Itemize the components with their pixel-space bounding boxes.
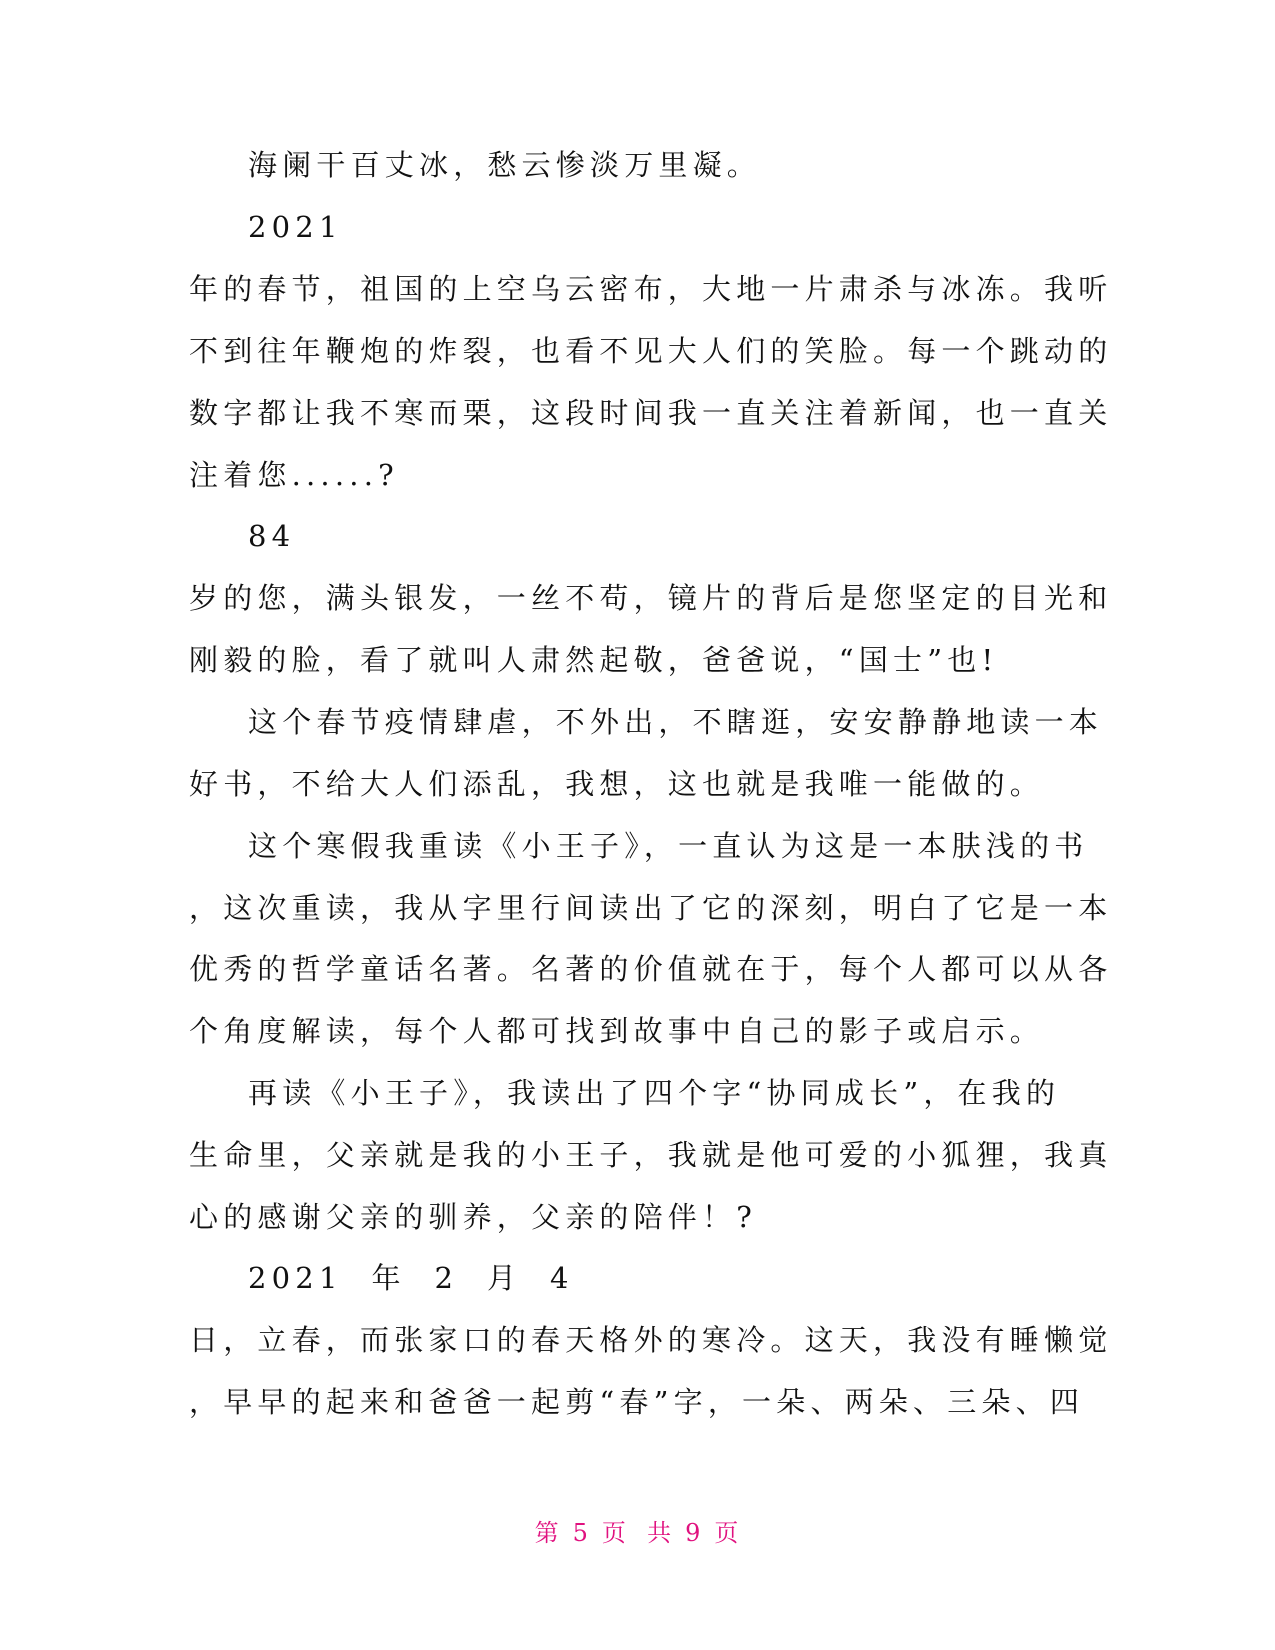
footer-page-number: 5 — [572, 1519, 590, 1547]
text-line: 84 — [248, 519, 296, 553]
page-footer — [0, 1518, 1275, 1548]
text-line: 这个春节疫情肆虐，不外出，不瞎逛，安安静静地读一本 — [248, 705, 1104, 739]
text-line: 日，立春，而张家口的春天格外的寒冷。这天，我没有睡懒觉 — [189, 1323, 1113, 1357]
text-line: 岁的您，满头银发，一丝不苟，镜片的背后是您坚定的目光和 — [189, 581, 1113, 615]
footer-middle: 页 共 — [601, 1519, 674, 1547]
text-line: ，早早的起来和爸爸一起剪“春”字，一朵、两朵、三朵、四 — [189, 1385, 1085, 1419]
text-line: 注着您......? — [189, 458, 399, 492]
text-line: 海阑干百丈冰，愁云惨淡万里凝。 — [248, 148, 762, 182]
footer-total-pages: 9 — [685, 1519, 703, 1547]
text-line: 生命里，父亲就是我的小王子，我就是他可爱的小狐狸，我真 — [189, 1138, 1113, 1172]
text-line: 心的感谢父亲的驯养，父亲的陪伴！? — [189, 1200, 757, 1234]
text-line: 2021 — [248, 210, 343, 244]
text-line: 年的春节，祖国的上空乌云密布，大地一片肃杀与冰冻。我听 — [189, 272, 1113, 306]
text-line: 刚毅的脸，看了就叫人肃然起敬，爸爸说，“国士”也! — [189, 643, 999, 677]
text-line: 数字都让我不寒而栗，这段时间我一直关注着新闻，也一直关 — [189, 396, 1113, 430]
text-line: 优秀的哲学童话名著。名著的价值就在于，每个人都可以从各 — [189, 952, 1113, 986]
text-line: 好书，不给大人们添乱，我想，这也就是我唯一能做的。 — [189, 767, 1045, 801]
text-line: 2021 年 2 月 4 — [248, 1261, 574, 1295]
footer-suffix: 页 — [714, 1519, 741, 1547]
text-line: 再读《小王子》，我读出了四个字“协同成长”，在我的 — [248, 1076, 1061, 1110]
text-line: ，这次重读，我从字里行间读出了它的深刻，明白了它是一本 — [189, 891, 1113, 925]
footer-prefix: 第 — [534, 1519, 561, 1547]
text-line: 不到往年鞭炮的炸裂，也看不见大人们的笑脸。每一个跳动的 — [189, 334, 1113, 368]
text-line: 个角度解读，每个人都可找到故事中自己的影子或启示。 — [189, 1014, 1045, 1048]
text-line: 这个寒假我重读《小王子》，一直认为这是一本肤浅的书 — [248, 829, 1089, 863]
